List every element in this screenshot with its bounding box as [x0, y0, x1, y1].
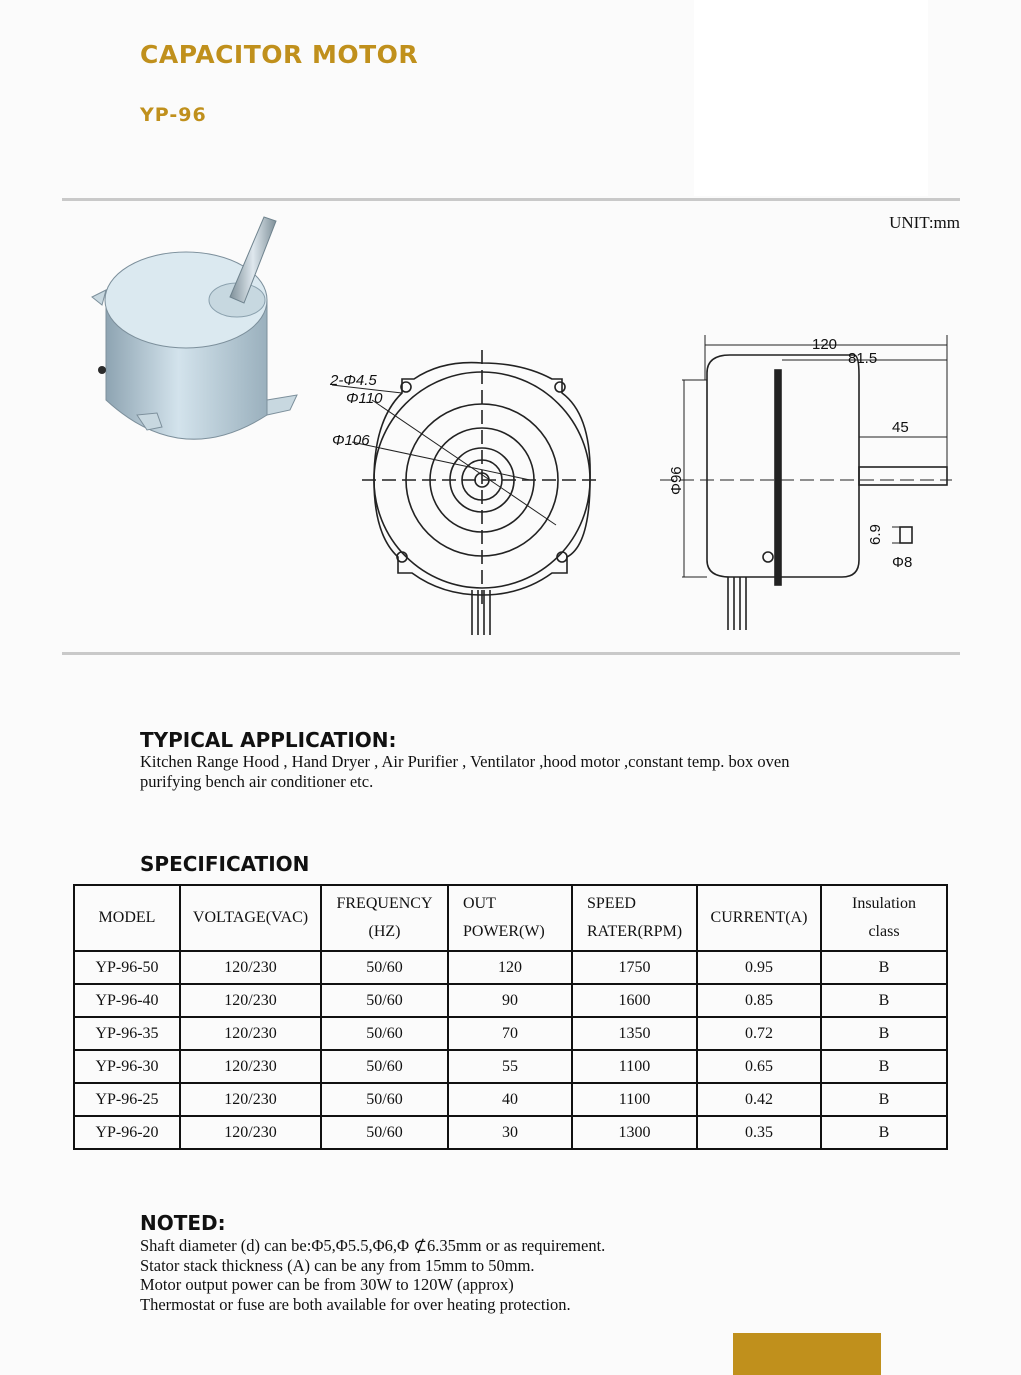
table-row	[74, 1017, 947, 1050]
cell-voltage: 120/230	[180, 1050, 321, 1083]
cell-voltage: 120/230	[180, 1083, 321, 1116]
application-text	[140, 752, 920, 792]
cell-power: 55	[448, 1050, 572, 1083]
flat-dim-label: 6.9	[867, 524, 884, 545]
cell-power: 90	[448, 984, 572, 1017]
header-frequency	[321, 885, 448, 951]
cell-model: YP-96-40	[74, 984, 180, 1017]
specification-table	[73, 884, 948, 1150]
cell-current: 0.35	[697, 1116, 821, 1149]
unit-label: UNIT:mm	[889, 213, 960, 232]
body-length-label: 81.5	[848, 350, 878, 367]
cell-current: 0.72	[697, 1017, 821, 1050]
cell-power: 40	[448, 1083, 572, 1116]
cell-voltage: 120/230	[180, 951, 321, 984]
cell-frequency: 50/60	[321, 1017, 448, 1050]
noted-line: Stator stack thickness (A) can be any from 15mm to 50mm.	[140, 1255, 535, 1275]
side-view-drawing	[660, 335, 952, 630]
header-current: CURRENT(A)	[697, 885, 821, 951]
shaft-length-label: 45	[892, 419, 909, 436]
header-power	[448, 885, 572, 951]
motor-photo	[92, 217, 297, 439]
table-row	[74, 951, 947, 984]
top-divider	[62, 198, 960, 201]
cell-speed: 1600	[572, 984, 697, 1017]
noted-list	[140, 1236, 920, 1314]
cell-frequency: 50/60	[321, 984, 448, 1017]
application-line-1: Kitchen Range Hood , Hand Dryer , Air Purifier , Ventilator ,hood motor ,constant temp. box oven	[140, 752, 790, 771]
cell-model: YP-96-35	[74, 1017, 180, 1050]
cell-model: YP-96-20	[74, 1116, 180, 1149]
cell-insulation: B	[821, 984, 947, 1017]
header-frequency-line2: (HZ)	[368, 923, 401, 940]
cell-speed: 1350	[572, 1017, 697, 1050]
hole-dim-label: 2-Φ4.5	[330, 372, 377, 389]
page-title: CAPACITOR MOTOR	[140, 40, 419, 69]
header-insulation-line2: class	[868, 923, 900, 940]
table-row	[74, 1116, 947, 1149]
header-frequency-line1: FREQUENCY	[336, 895, 433, 912]
cell-current: 0.95	[697, 951, 821, 984]
cell-insulation: B	[821, 1083, 947, 1116]
noted-line: Motor output power can be from 30W to 120W (approx)	[140, 1275, 514, 1294]
outer-dia-label: Φ110	[346, 390, 383, 407]
cell-voltage: 120/230	[180, 1116, 321, 1149]
cell-current: 0.42	[697, 1083, 821, 1116]
cell-voltage: 120/230	[180, 984, 321, 1017]
cell-insulation: B	[821, 1017, 947, 1050]
cell-power: 120	[448, 951, 572, 984]
cell-speed: 1100	[572, 1050, 697, 1083]
cell-current: 0.85	[697, 984, 821, 1017]
cell-frequency: 50/60	[321, 1116, 448, 1149]
header-model: MODEL	[74, 885, 180, 951]
table-header-row	[74, 885, 947, 951]
model-subtitle: YP-96	[140, 104, 207, 126]
header-speed	[572, 885, 697, 951]
cell-model: YP-96-50	[74, 951, 180, 984]
cell-frequency: 50/60	[321, 951, 448, 984]
noted-heading: NOTED:	[140, 1211, 226, 1235]
header-speed-line1: SPEED	[587, 895, 636, 912]
header-voltage: VOLTAGE(VAC)	[180, 885, 321, 951]
cell-current: 0.65	[697, 1050, 821, 1083]
cell-frequency: 50/60	[321, 1083, 448, 1116]
table-row	[74, 1050, 947, 1083]
cell-insulation: B	[821, 1050, 947, 1083]
table-row	[74, 1083, 947, 1116]
body-dia-label: Φ96	[668, 466, 685, 495]
header-insulation-line1: Insulation	[852, 895, 916, 912]
noted-line: Thermostat or fuse are both available for over heating protection.	[140, 1294, 571, 1314]
cell-insulation: B	[821, 1116, 947, 1149]
blank-panel	[694, 0, 928, 196]
header-speed-line2: RATER(RPM)	[587, 923, 683, 940]
application-heading: TYPICAL APPLICATION:	[140, 728, 397, 752]
cell-power: 30	[448, 1116, 572, 1149]
noted-line: Shaft diameter (d) can be:Φ5,Φ5.5,Φ6,Φ ⊄6.35mm or as requirement.	[140, 1236, 606, 1255]
inner-dia-label: Φ106	[332, 432, 370, 449]
cell-speed: 1100	[572, 1083, 697, 1116]
header-insulation	[821, 885, 947, 951]
bottom-divider	[62, 652, 960, 655]
technical-drawings	[62, 205, 960, 650]
specification-heading: SPECIFICATION	[140, 852, 310, 876]
cell-voltage: 120/230	[180, 1017, 321, 1050]
footer-accent-bar	[733, 1333, 881, 1375]
cell-model: YP-96-25	[74, 1083, 180, 1116]
cell-power: 70	[448, 1017, 572, 1050]
header-power-line1: OUT	[463, 895, 496, 912]
cell-speed: 1750	[572, 951, 697, 984]
overall-length-label: 120	[812, 336, 838, 353]
cell-speed: 1300	[572, 1116, 697, 1149]
application-line-2: purifying bench air conditioner etc.	[140, 772, 374, 791]
cell-model: YP-96-30	[74, 1050, 180, 1083]
table-row	[74, 984, 947, 1017]
cell-insulation: B	[821, 951, 947, 984]
shaft-dia-label: Φ8	[892, 554, 913, 571]
cell-frequency: 50/60	[321, 1050, 448, 1083]
header-power-line2: POWER(W)	[463, 923, 545, 940]
